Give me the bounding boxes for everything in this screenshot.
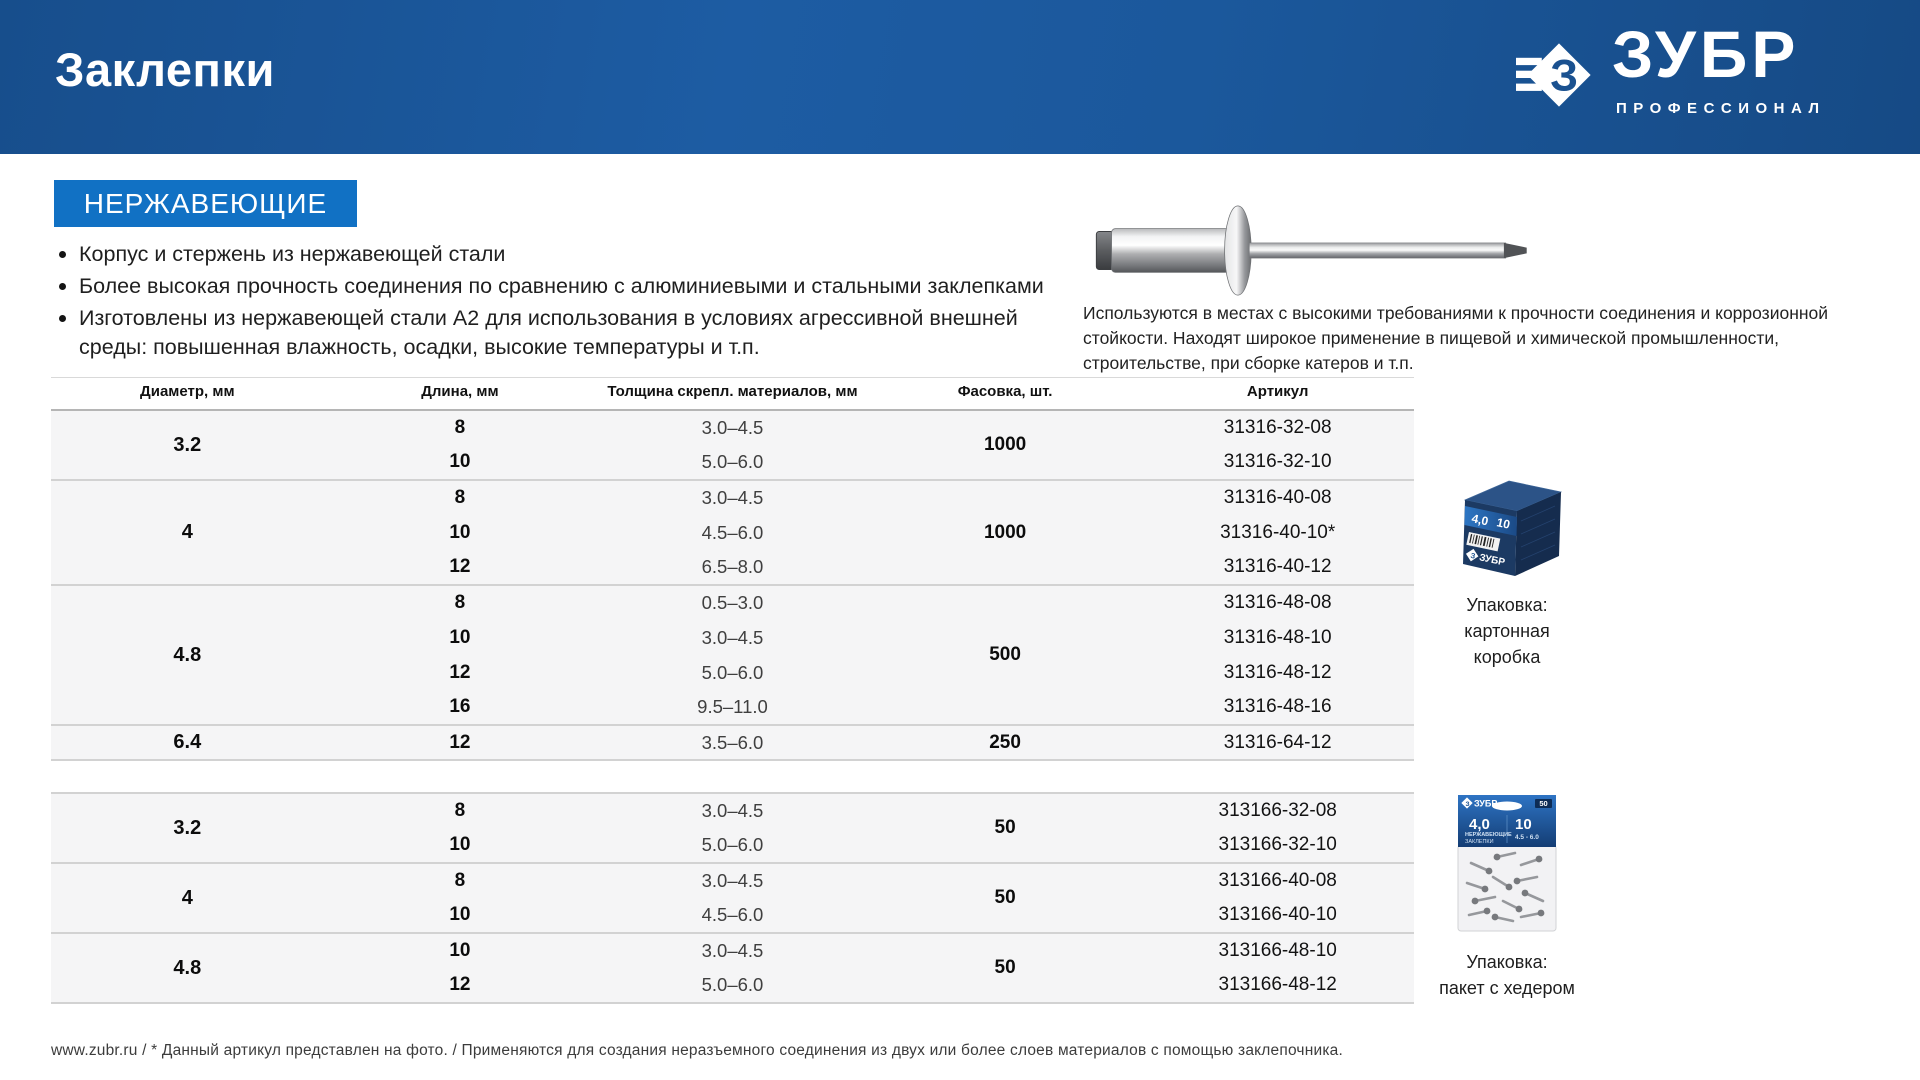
svg-text:50: 50	[1539, 799, 1548, 808]
packaging-carton	[1432, 466, 1582, 670]
table-row: 4.8 8 0.5–3.0 500 31316-48-08	[51, 585, 1414, 620]
page-title: Заклепки	[55, 43, 275, 96]
col-header-diameter: Диаметр, мм	[51, 378, 324, 411]
table-row: 12 5.0–6.0 31316-48-12	[449, 661, 1332, 683]
svg-text:ЗУБР: ЗУБР	[1478, 552, 1506, 569]
feature-list	[52, 240, 1072, 365]
zubr-logo	[1516, 17, 1888, 132]
table-row: 4 8 3.0–4.5 50 313166-40-08	[51, 863, 1414, 898]
rivet-product-image	[1082, 203, 1542, 298]
table-row: 10 5.0–6.0 31316-32-10	[449, 451, 1332, 472]
brand-tagline: ПРОФЕССИОНАЛ	[1616, 100, 1826, 117]
table-row: 3.2 8 3.0–4.5 1000 31316-32-08	[173, 417, 1332, 456]
feature-item: Корпус и стержень из нержавеющей стали	[52, 240, 1072, 269]
packaging-caption: Упаковка: картонная коробка	[1464, 595, 1550, 667]
table-row: 6.4 12 3.5–6.0 250 31316-64-12	[51, 725, 1414, 760]
svg-text:4.5 - 6.0: 4.5 - 6.0	[1515, 834, 1539, 841]
svg-text:НЕРЖАВЕЮЩИЕ: НЕРЖАВЕЮЩИЕ	[1465, 832, 1512, 838]
col-header-thickness: Толщина скрепл. материалов, мм	[596, 378, 869, 411]
col-header-article: Артикул	[1141, 378, 1414, 411]
spec-table-bag-packed	[51, 792, 1414, 1004]
table-row: 4.8 10 3.0–4.5 50 313166-48-10	[51, 933, 1414, 968]
feature-item: Изготовлены из нержавеющей стали А2 для использования в условиях агрессивной внешней среды: повышенная влажность, осадки, высокие температуры и т.п.	[52, 304, 1072, 362]
table-header-row	[51, 378, 1414, 411]
svg-text:ЗУБР: ЗУБР	[1474, 798, 1498, 809]
svg-text:10: 10	[1495, 515, 1512, 532]
table-row: 4 8 3.0–4.5 1000 31316-40-08	[51, 480, 1414, 515]
table-row: 10 3.0–4.5 31316-48-10	[449, 626, 1332, 648]
svg-text:ЗАКЛЕПКИ: ЗАКЛЕПКИ	[1465, 839, 1494, 845]
table-row: 12 6.5–8.0 31316-40-12	[449, 556, 1332, 577]
table-row: 10 4.5–6.0 31316-40-10*	[449, 521, 1336, 543]
svg-text:З: З	[1465, 801, 1470, 808]
svg-text:4,0: 4,0	[1470, 511, 1490, 529]
col-header-length: Длина, мм	[324, 378, 597, 411]
svg-text:З: З	[1469, 550, 1477, 561]
carton-box-image	[1449, 466, 1565, 578]
svg-text:4,0: 4,0	[1469, 816, 1490, 833]
table-row: 10 5.0–6.0 313166-32-10	[449, 834, 1337, 855]
table-row: 3.2 8 3.0–4.5 50 313166-32-08	[173, 800, 1337, 839]
bag-image	[1449, 793, 1565, 935]
brand-name: ЗУБР	[1612, 17, 1800, 91]
svg-text:З: З	[1550, 51, 1579, 101]
col-header-packing: Фасовка, шт.	[869, 378, 1142, 411]
table-row: 10 4.5–6.0 313166-40-10	[449, 904, 1337, 925]
feature-item: Более высокая прочность соединения по сравнению с алюминиевыми и стальными заклепками	[52, 272, 1072, 301]
table-row: 12 5.0–6.0 313166-48-12	[449, 974, 1337, 995]
zubr-diamond-icon	[1516, 32, 1602, 118]
page-header	[0, 0, 1920, 154]
svg-text:10: 10	[1515, 816, 1532, 833]
category-badge: НЕРЖАВЕЮЩИЕ	[54, 180, 357, 227]
packaging-caption: Упаковка: пакет с хедером	[1439, 952, 1575, 998]
product-description: Используются в местах с высокими требованиями к прочности соединения и коррозионной стойкости. Находят широкое применение в пищевой и химической промышленности, строительстве, при сборке катеров и т.п.	[1083, 303, 1829, 373]
page-footer: www.zubr.ru / * Данный артикул представлен на фото. / Применяются для создания неразъемного соединения из двух или более слоев материалов с помощью заклепочника.	[51, 1042, 1343, 1059]
spec-table-box-packed	[51, 377, 1414, 761]
packaging-bag	[1432, 793, 1582, 1001]
table-row: 16 9.5–11.0 31316-48-16	[449, 696, 1332, 717]
